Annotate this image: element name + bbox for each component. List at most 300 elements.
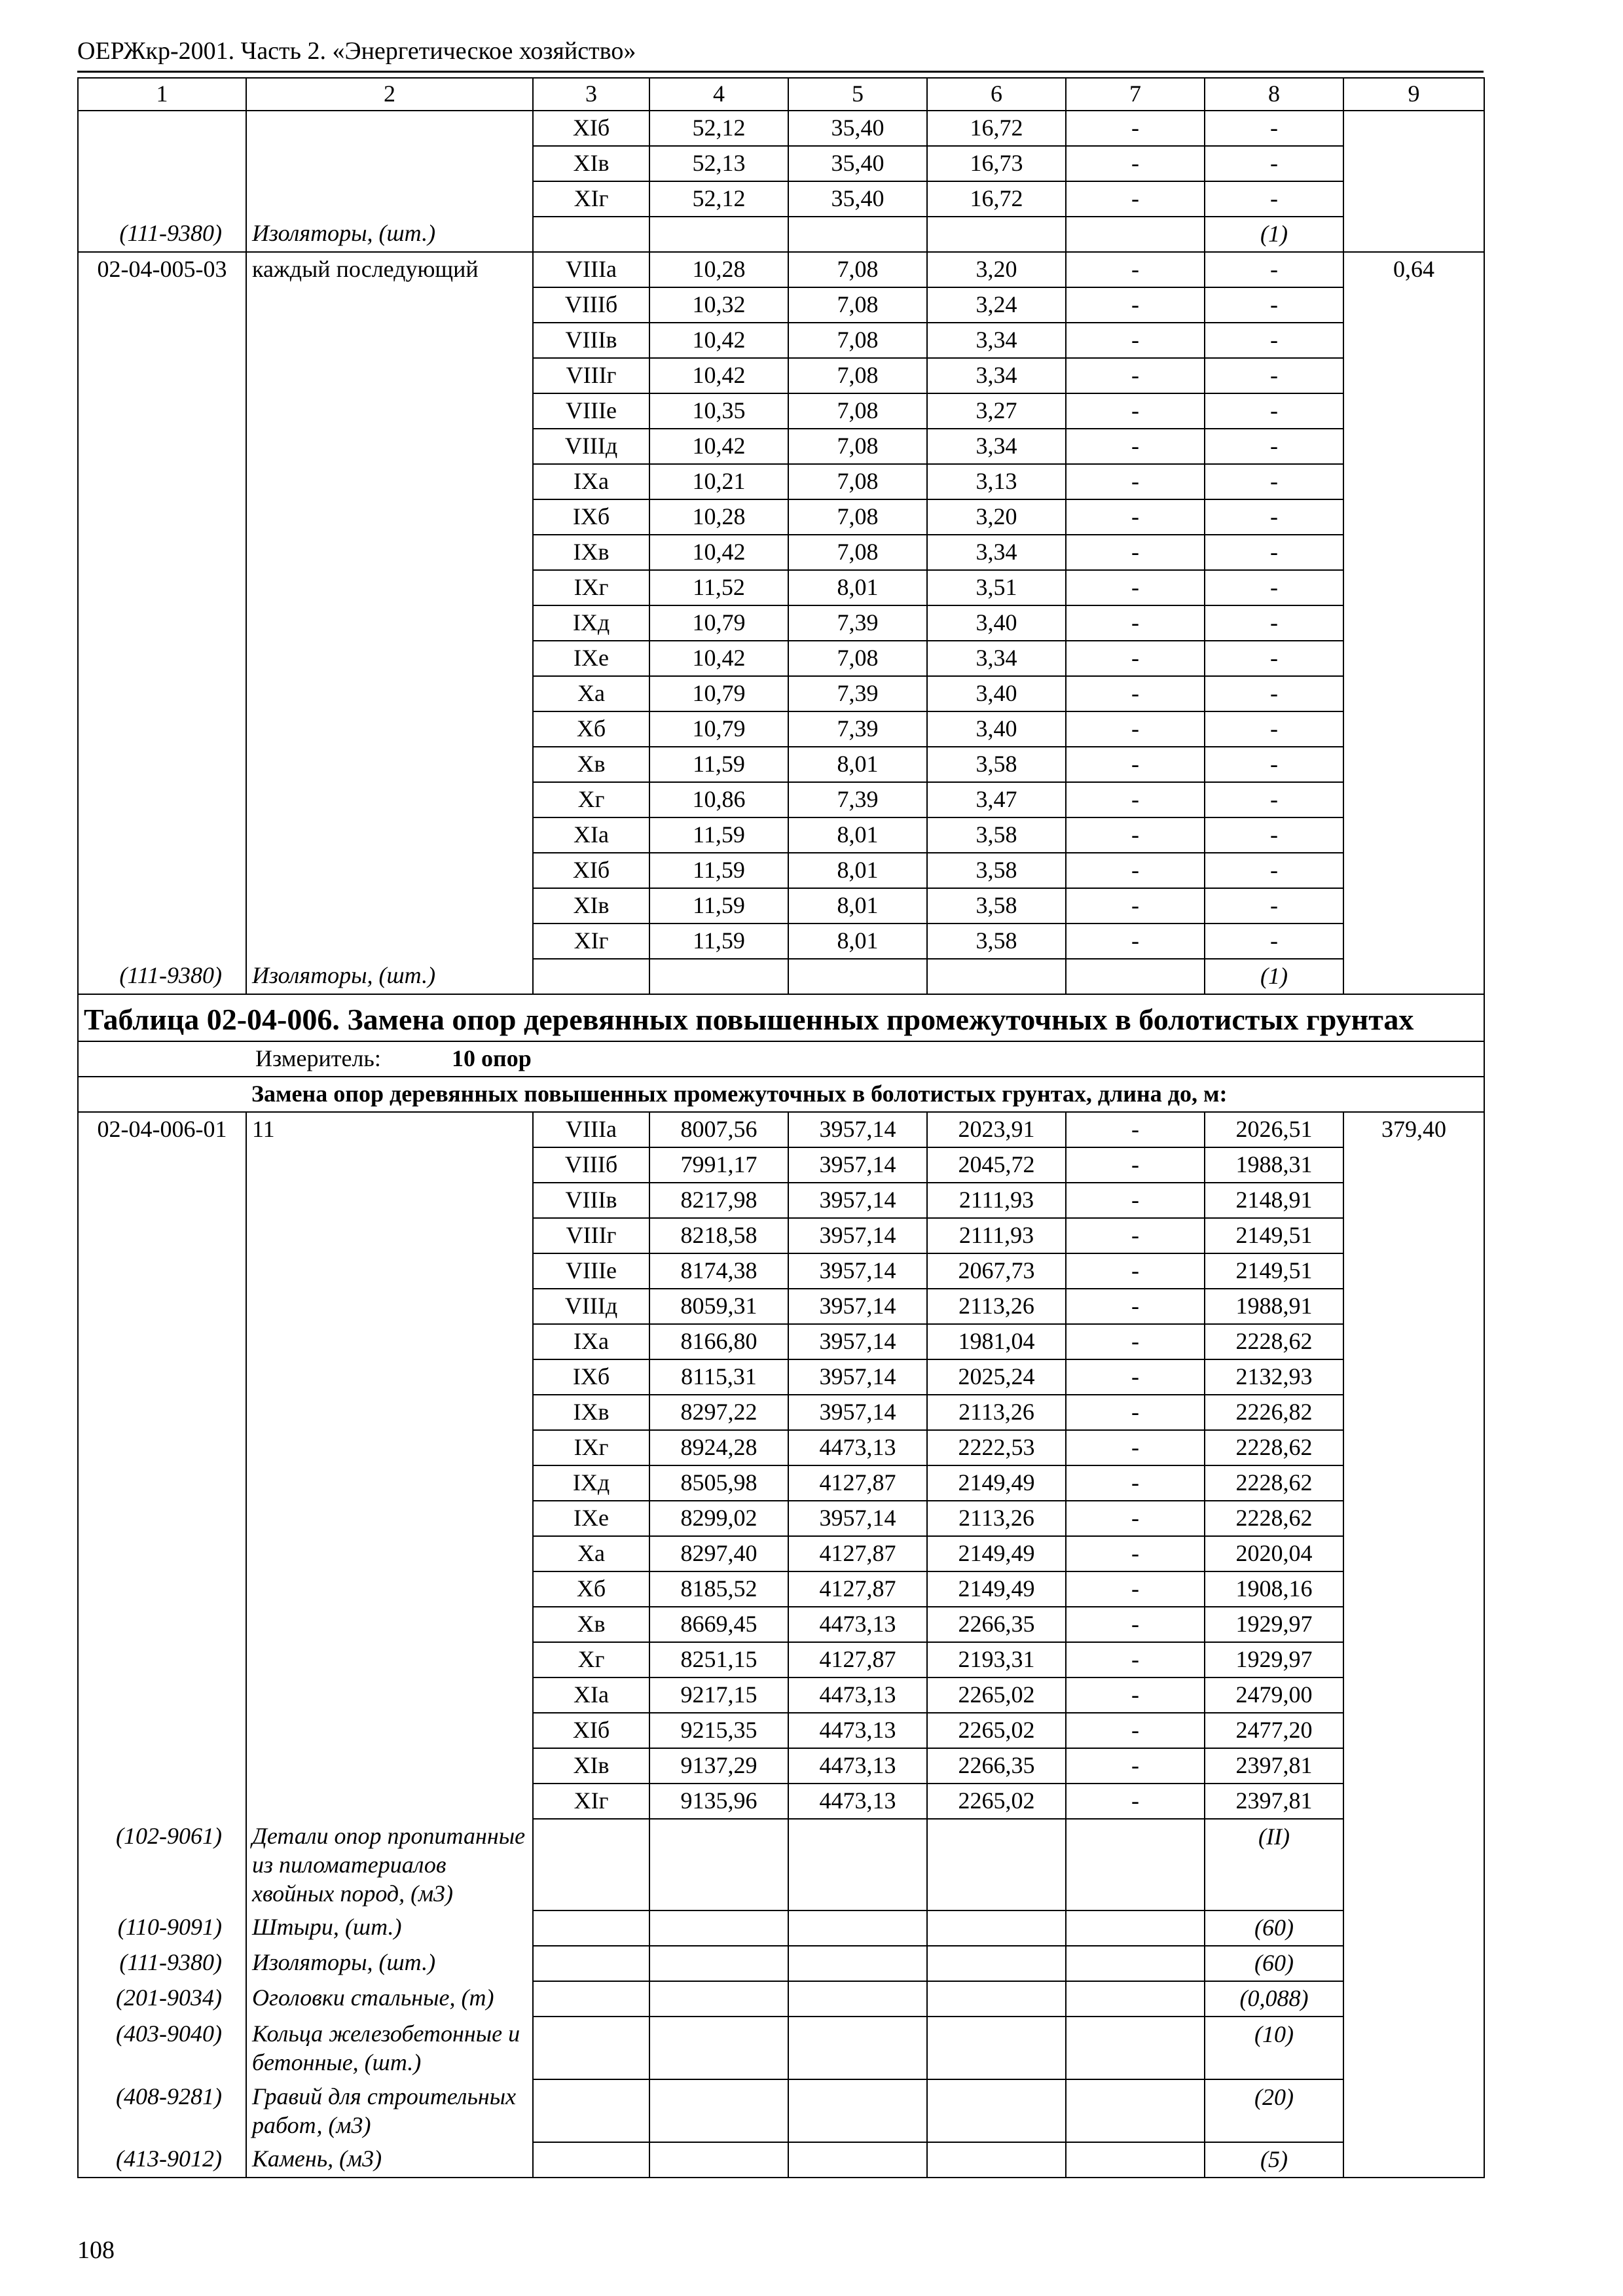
material-qty: (5) (1205, 2142, 1343, 2178)
material-qty: (20) (1205, 2079, 1343, 2142)
value-cell: 2397,81 (1205, 1748, 1343, 1784)
col9-cell (1343, 2142, 1484, 2178)
col9-cell (1343, 358, 1484, 393)
value-cell: 10,42 (649, 358, 788, 393)
value-cell: 10,42 (649, 429, 788, 464)
column-number: 8 (1205, 78, 1343, 111)
material-name: Оголовки стальные, (т) (246, 1981, 533, 2017)
material-row (78, 2079, 1484, 2142)
material-name: Кольца железобетонные и бетонные, (шт.) (246, 2017, 533, 2079)
value-cell: 7,08 (788, 641, 927, 676)
value-cell: - (1066, 1324, 1205, 1359)
value-cell: 4473,13 (788, 1748, 927, 1784)
name-cell (246, 888, 533, 924)
value-cell: 7,08 (788, 535, 927, 570)
code-cell (78, 1501, 246, 1536)
value-cell: - (1205, 676, 1343, 711)
empty-cell (788, 217, 927, 252)
column-number: 6 (927, 78, 1066, 111)
material-code: (111-9380) (78, 959, 246, 994)
col9-cell (1343, 959, 1484, 994)
value-cell: - (1205, 641, 1343, 676)
value-cell: 2193,31 (927, 1642, 1066, 1677)
empty-cell (649, 959, 788, 994)
code-cell (78, 782, 246, 817)
value-cell: 8174,38 (649, 1253, 788, 1289)
name-cell (246, 464, 533, 499)
region-cell: VIIIв (533, 1183, 649, 1218)
value-cell: 4127,87 (788, 1642, 927, 1677)
value-cell: 2020,04 (1205, 1536, 1343, 1571)
region-cell: IXд (533, 605, 649, 641)
empty-cell (1066, 2079, 1205, 2142)
table-row (78, 1183, 1484, 1218)
name-cell (246, 570, 533, 605)
value-cell: - (1205, 888, 1343, 924)
col9-cell (1343, 1981, 1484, 2017)
value-cell: 11,59 (649, 853, 788, 888)
value-cell: - (1205, 323, 1343, 358)
table-row (78, 1677, 1484, 1713)
code-cell (78, 1147, 246, 1183)
value-cell: 2266,35 (927, 1607, 1066, 1642)
col9-cell (1343, 1819, 1484, 1910)
value-cell: - (1205, 711, 1343, 747)
col9-cell (1343, 1910, 1484, 1946)
col9-cell (1343, 287, 1484, 323)
value-cell: 2111,93 (927, 1183, 1066, 1218)
value-cell: 3957,14 (788, 1324, 927, 1359)
name-cell (246, 1359, 533, 1395)
value-cell: - (1205, 570, 1343, 605)
value-cell: 2111,93 (927, 1218, 1066, 1253)
value-cell: 2113,26 (927, 1289, 1066, 1324)
name-cell (246, 1607, 533, 1642)
empty-cell (1066, 2142, 1205, 2178)
table-row (78, 252, 1484, 287)
empty-cell (927, 1981, 1066, 2017)
value-cell: 10,28 (649, 499, 788, 535)
header-rule (77, 71, 1484, 73)
value-cell: 52,13 (649, 146, 788, 181)
table-row (78, 1465, 1484, 1501)
value-cell: 2397,81 (1205, 1784, 1343, 1819)
value-cell: - (1066, 1571, 1205, 1607)
table-row (78, 323, 1484, 358)
value-cell: 11,59 (649, 888, 788, 924)
value-cell: 10,79 (649, 605, 788, 641)
material-code: (110-9091) (78, 1910, 246, 1946)
col9-cell (1343, 393, 1484, 429)
value-cell: 7,08 (788, 464, 927, 499)
code-cell (78, 853, 246, 888)
value-cell: 2025,24 (927, 1359, 1066, 1395)
value-cell: 8,01 (788, 888, 927, 924)
table-row (78, 570, 1484, 605)
code-cell (78, 676, 246, 711)
empty-cell (1066, 2017, 1205, 2079)
value-cell: 2222,53 (927, 1430, 1066, 1465)
code-cell (78, 1784, 246, 1819)
value-cell: 7,08 (788, 358, 927, 393)
name-cell (246, 181, 533, 217)
region-cell: IXб (533, 1359, 649, 1395)
value-cell: 9135,96 (649, 1784, 788, 1819)
code-cell (78, 641, 246, 676)
col9-cell (1343, 535, 1484, 570)
col9-cell (1343, 1253, 1484, 1289)
region-cell: VIIIб (533, 287, 649, 323)
empty-cell (1066, 959, 1205, 994)
value-cell: 2226,82 (1205, 1395, 1343, 1430)
empty-cell (649, 1910, 788, 1946)
material-name: Изоляторы, (шт.) (246, 1946, 533, 1981)
name-cell (246, 782, 533, 817)
region-cell: VIIIе (533, 393, 649, 429)
empty-cell (788, 2079, 927, 2142)
material-name: Штыри, (шт.) (246, 1910, 533, 1946)
code-cell: 02-04-006-01 (78, 1112, 246, 1147)
code-cell (78, 464, 246, 499)
value-cell: - (1066, 181, 1205, 217)
subtitle-row (78, 1077, 1484, 1112)
code-cell (78, 1289, 246, 1324)
code-cell (78, 1430, 246, 1465)
value-cell: - (1205, 853, 1343, 888)
value-cell: 10,21 (649, 464, 788, 499)
material-code: (102-9061) (78, 1819, 246, 1910)
col9-cell (1343, 1784, 1484, 1819)
name-cell (246, 1147, 533, 1183)
value-cell: 11,59 (649, 817, 788, 853)
name-cell (246, 1253, 533, 1289)
empty-cell (533, 1910, 649, 1946)
region-cell: XIа (533, 817, 649, 853)
region-cell: IXг (533, 570, 649, 605)
value-cell: - (1066, 1218, 1205, 1253)
table-row (78, 676, 1484, 711)
empty-cell (927, 1946, 1066, 1981)
value-cell: 4473,13 (788, 1677, 927, 1713)
table-row (78, 1642, 1484, 1677)
region-cell: XIг (533, 181, 649, 217)
value-cell: 10,28 (649, 252, 788, 287)
col9-cell (1343, 1713, 1484, 1748)
material-qty: (1) (1205, 217, 1343, 252)
table-row (78, 924, 1484, 959)
table-row (78, 711, 1484, 747)
col9-cell (1343, 2079, 1484, 2142)
value-cell: - (1066, 1465, 1205, 1501)
col9-cell (1343, 1324, 1484, 1359)
value-cell: 7,08 (788, 429, 927, 464)
col9-cell (1343, 1395, 1484, 1430)
code-cell (78, 111, 246, 146)
value-cell: - (1066, 570, 1205, 605)
name-cell (246, 676, 533, 711)
name-cell (246, 323, 533, 358)
code-cell (78, 429, 246, 464)
value-cell: 2479,00 (1205, 1677, 1343, 1713)
empty-cell (533, 2017, 649, 2079)
col9-cell (1343, 1147, 1484, 1183)
table-subtitle: Замена опор деревянных повышенных промежуточных в болотистых грунтах, длина до, м: (246, 1077, 1484, 1112)
empty-cell (1066, 1981, 1205, 2017)
empty-cell (1066, 1946, 1205, 1981)
value-cell: 3,58 (927, 924, 1066, 959)
region-cell: VIIIа (533, 252, 649, 287)
value-cell: 2148,91 (1205, 1183, 1343, 1218)
material-name: Изоляторы, (шт.) (246, 959, 533, 994)
table-row (78, 429, 1484, 464)
name-cell (246, 535, 533, 570)
region-cell: VIIIд (533, 429, 649, 464)
col9-cell (1343, 1359, 1484, 1395)
value-cell: 7,39 (788, 605, 927, 641)
value-cell: 8218,58 (649, 1218, 788, 1253)
name-cell (246, 1218, 533, 1253)
value-cell: 3957,14 (788, 1253, 927, 1289)
value-cell: - (1205, 535, 1343, 570)
region-cell: Xа (533, 1536, 649, 1571)
value-cell: - (1066, 924, 1205, 959)
name-cell (246, 146, 533, 181)
value-cell: 9137,29 (649, 1748, 788, 1784)
region-cell: XIг (533, 1784, 649, 1819)
material-name: Детали опор пропитанные из пиломатериалов хвойных пород, (м3) (246, 1819, 533, 1910)
col9-cell (1343, 146, 1484, 181)
table-row (78, 146, 1484, 181)
value-cell: 10,86 (649, 782, 788, 817)
value-cell: 2228,62 (1205, 1465, 1343, 1501)
code-cell (78, 1713, 246, 1748)
value-cell: 8505,98 (649, 1465, 788, 1501)
value-cell: 52,12 (649, 181, 788, 217)
code-cell (78, 1571, 246, 1607)
empty-cell (927, 1819, 1066, 1910)
column-number: 2 (246, 78, 533, 111)
value-cell: 3,34 (927, 323, 1066, 358)
value-cell: 8251,15 (649, 1642, 788, 1677)
col9-cell (1343, 676, 1484, 711)
code-cell (78, 393, 246, 429)
empty-cell (788, 1981, 927, 2017)
value-cell: 8217,98 (649, 1183, 788, 1218)
col9-cell (1343, 1677, 1484, 1713)
table-row (78, 1748, 1484, 1784)
value-cell: - (1066, 782, 1205, 817)
empty-cell (533, 959, 649, 994)
value-cell: - (1205, 358, 1343, 393)
code-cell (78, 1359, 246, 1395)
value-cell: 3,13 (927, 464, 1066, 499)
table-row (78, 817, 1484, 853)
name-cell (246, 853, 533, 888)
value-cell: 8,01 (788, 924, 927, 959)
value-cell: - (1066, 676, 1205, 711)
region-cell: IXв (533, 535, 649, 570)
region-cell: VIIIг (533, 1218, 649, 1253)
empty-cell (927, 959, 1066, 994)
table-row (78, 499, 1484, 535)
col9-cell (1343, 711, 1484, 747)
value-cell: - (1066, 1677, 1205, 1713)
material-qty: (II) (1205, 1819, 1343, 1910)
value-cell: 3,58 (927, 747, 1066, 782)
material-name: Камень, (м3) (246, 2142, 533, 2178)
col9-cell (1343, 1536, 1484, 1571)
code-cell (78, 1607, 246, 1642)
value-cell: - (1066, 1784, 1205, 1819)
value-cell: 3,40 (927, 711, 1066, 747)
col9-cell (1343, 888, 1484, 924)
col9-cell (1343, 641, 1484, 676)
value-cell: 35,40 (788, 111, 927, 146)
name-cell (246, 711, 533, 747)
empty-cell (649, 217, 788, 252)
code-cell (78, 146, 246, 181)
col9-cell (1343, 429, 1484, 464)
name-cell (246, 499, 533, 535)
value-cell: - (1066, 358, 1205, 393)
region-cell: VIIIб (533, 1147, 649, 1183)
col9-cell (1343, 782, 1484, 817)
value-cell: 3,24 (927, 287, 1066, 323)
table-row (78, 1218, 1484, 1253)
name-cell (246, 641, 533, 676)
value-cell: 7,08 (788, 323, 927, 358)
name-cell (246, 429, 533, 464)
col9-cell: 0,64 (1343, 252, 1484, 287)
code-cell (78, 1395, 246, 1430)
code-cell (78, 888, 246, 924)
value-cell: 8,01 (788, 570, 927, 605)
table-row (78, 393, 1484, 429)
table-row (78, 464, 1484, 499)
col9-cell (1343, 1183, 1484, 1218)
col9-cell (1343, 817, 1484, 853)
value-cell: 8297,40 (649, 1536, 788, 1571)
value-cell: 4127,87 (788, 1536, 927, 1571)
value-cell: 2265,02 (927, 1713, 1066, 1748)
value-cell: - (1066, 1536, 1205, 1571)
code-cell (78, 1677, 246, 1713)
region-cell: XIб (533, 1713, 649, 1748)
page-number: 108 (77, 2236, 115, 2264)
table-row (78, 888, 1484, 924)
value-cell: 3,34 (927, 358, 1066, 393)
value-cell: 11,52 (649, 570, 788, 605)
value-cell: 3957,14 (788, 1147, 927, 1183)
value-cell: 3,34 (927, 641, 1066, 676)
value-cell: 2113,26 (927, 1501, 1066, 1536)
value-cell: 7,08 (788, 499, 927, 535)
col9-cell (1343, 217, 1484, 252)
value-cell: - (1066, 287, 1205, 323)
code-cell (78, 1324, 246, 1359)
value-cell: 3,47 (927, 782, 1066, 817)
empty-cell (649, 2079, 788, 2142)
value-cell: - (1066, 252, 1205, 287)
code-cell (78, 605, 246, 641)
region-cell: Xв (533, 747, 649, 782)
value-cell: 35,40 (788, 181, 927, 217)
value-cell: 52,12 (649, 111, 788, 146)
value-cell: 2023,91 (927, 1112, 1066, 1147)
value-cell: 11,59 (649, 924, 788, 959)
code-cell (78, 358, 246, 393)
region-cell: XIб (533, 853, 649, 888)
value-cell: - (1066, 111, 1205, 146)
value-cell: - (1205, 605, 1343, 641)
table-row (78, 853, 1484, 888)
region-cell: IXе (533, 641, 649, 676)
table-row (78, 1324, 1484, 1359)
col9-cell (1343, 1501, 1484, 1536)
value-cell: 8,01 (788, 817, 927, 853)
value-cell: - (1205, 252, 1343, 287)
col9-cell (1343, 111, 1484, 146)
value-cell: 7,08 (788, 393, 927, 429)
value-cell: - (1066, 1253, 1205, 1289)
value-cell: - (1066, 1183, 1205, 1218)
region-cell: IXе (533, 1501, 649, 1536)
column-number: 9 (1343, 78, 1484, 111)
name-cell (246, 358, 533, 393)
table-row (78, 1784, 1484, 1819)
table-row (78, 747, 1484, 782)
col9-cell (1343, 499, 1484, 535)
value-cell: 3,58 (927, 888, 1066, 924)
value-cell: 10,79 (649, 676, 788, 711)
value-cell: 3957,14 (788, 1501, 927, 1536)
col9-cell (1343, 1465, 1484, 1501)
empty-cell (533, 2142, 649, 2178)
value-cell: 1929,97 (1205, 1607, 1343, 1642)
name-cell (246, 1465, 533, 1501)
col9-cell (1343, 1571, 1484, 1607)
material-row (78, 2142, 1484, 2178)
value-cell: - (1205, 782, 1343, 817)
value-cell: 2149,49 (927, 1465, 1066, 1501)
empty-cell (1066, 1910, 1205, 1946)
name-cell (246, 1501, 533, 1536)
empty-cell (927, 2079, 1066, 2142)
name-cell (246, 287, 533, 323)
value-cell: 8299,02 (649, 1501, 788, 1536)
table-row (78, 181, 1484, 217)
region-cell: IXд (533, 1465, 649, 1501)
code-cell (78, 747, 246, 782)
table-row (78, 605, 1484, 641)
value-cell: 2228,62 (1205, 1324, 1343, 1359)
value-cell: 8166,80 (649, 1324, 788, 1359)
value-cell: 1981,04 (927, 1324, 1066, 1359)
empty-cell (927, 2017, 1066, 2079)
name-cell (246, 1784, 533, 1819)
value-cell: 4127,87 (788, 1465, 927, 1501)
name-cell (246, 1748, 533, 1784)
table-row (78, 1571, 1484, 1607)
empty-cell (533, 1946, 649, 1981)
table-row (78, 1607, 1484, 1642)
value-cell: - (1066, 535, 1205, 570)
value-cell: 10,42 (649, 323, 788, 358)
measure-row (78, 1041, 1484, 1077)
name-cell (246, 1430, 533, 1465)
empty-cell (788, 1946, 927, 1981)
value-cell: - (1066, 323, 1205, 358)
